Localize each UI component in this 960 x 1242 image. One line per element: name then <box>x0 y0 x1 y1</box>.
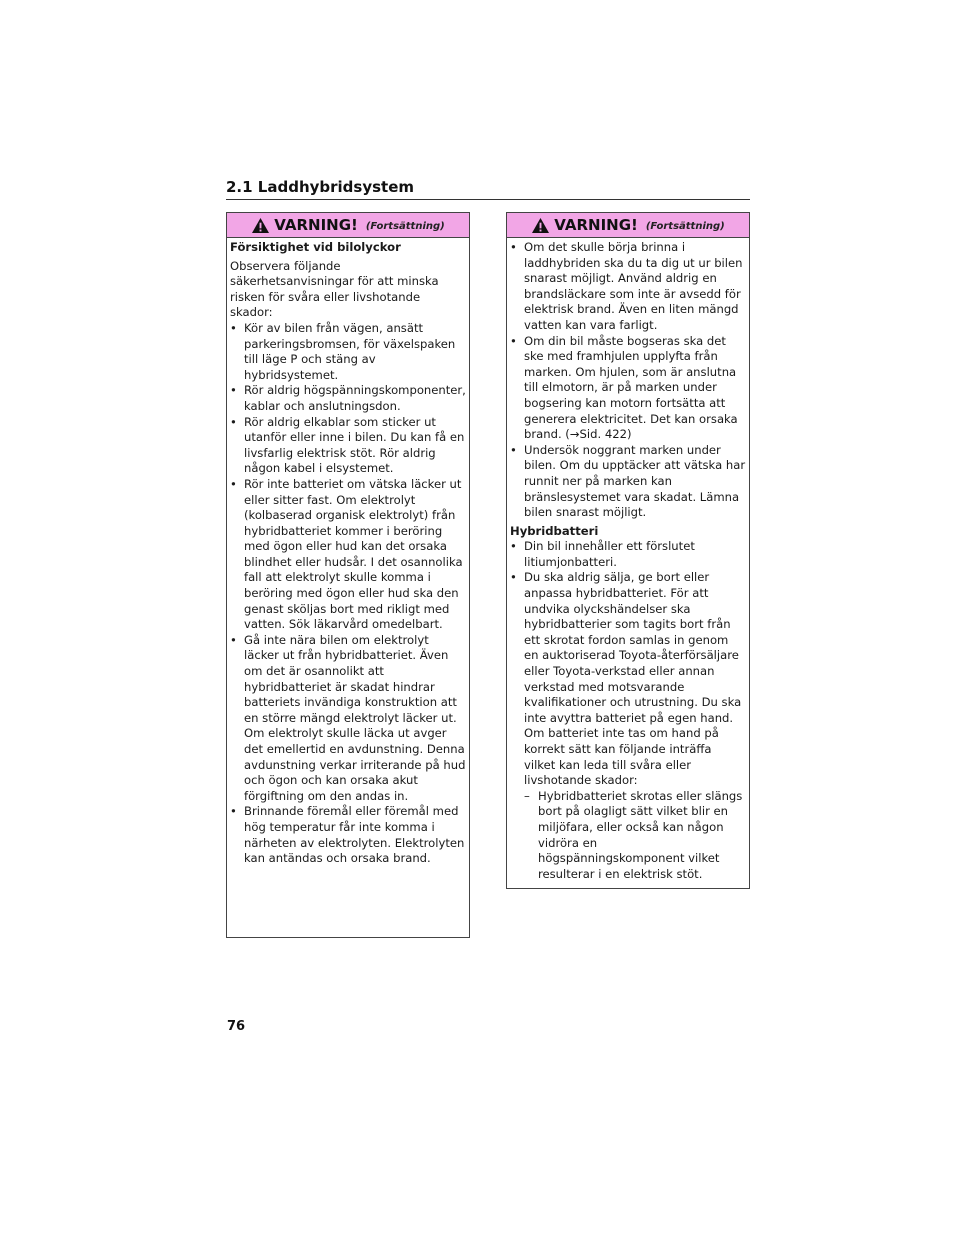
list-item: • Rör inte batteriet om vätska läcker ut eller sitter fast. Om elektrolyt (kolbaserad organisk elektrolyt) från hybridbatteriet kommer i beröring med ögon eller hud kan det orsaka blindhet eller hudsår. I det osannolika fall att elektrolyt skulle komma i beröring med ögon eller hud ska den genast sköljas bort med rikligt med vatten. Sök läkarvård omedelbart. <box>230 476 463 632</box>
warning-icon <box>531 217 550 234</box>
warning-header <box>227 213 469 238</box>
warning-continued: (Fortsättning) <box>645 221 725 232</box>
heading-accident: Försiktighet vid bilolyckor <box>230 240 401 254</box>
list-item: • Rör aldrig elkablar som sticker ut utanför eller inne i bilen. Du kan få en livsfarlig elektrisk stöt. Rör aldrig någon kabel i elsystemet. <box>230 414 465 476</box>
list-item: • Du ska aldrig sälja, ge bort eller anpassa hybridbatteriet. För att undvika olyckshändelser ska hybridbatterier som tagits bort från ett skrotat fordon samlas in genom en auktoriserad Toyota-återförsäljare eller Toyota-verkstad eller annan verkstad med motsvarande kvalifikationer och utrustning. Du ska inte avyttra batteriet på egen hand. Om batteriet inte tas om hand på korrekt sätt kan följande inträffa vilket kan leda till svåra eller livshotande skador: <box>510 570 742 788</box>
list-item: • Din bil innehåller ett förslutet litiumjonbatteri. <box>510 539 695 569</box>
warning-header <box>507 213 749 238</box>
list-item: • Om det skulle börja brinna i laddhybriden ska du ta dig ut ur bilen snarast möjligt. Använd aldrig en brandsläckare som inte är avsedd för elektrisk brand. Även en liten mängd vatten kan vara farligt. <box>510 240 743 332</box>
bullet-list <box>510 240 746 521</box>
dash-marker: – <box>524 788 530 803</box>
warning-continued: (Fortsättning) <box>365 221 445 232</box>
list-item: • Om din bil måste bogseras ska det ske med framhjulen upplyfta från marken. Om hjulen, som är anslutna till elmotorn, är på marken under bogsering kan motorn fortsätta att generera elektricitet. Det kan orsaka brand. (→Sid. 422) <box>510 333 738 442</box>
list-item: • Kör av bilen från vägen, ansätt parkeringsbromsen, för växelspaken till läge P och stäng av hybridsystemet. <box>230 320 456 382</box>
bullet-list <box>230 321 466 867</box>
page-number: 76 <box>227 1019 246 1034</box>
list-item: • Brinnande föremål eller föremål med hög temperatur får inte komma i närheten av elektrolyten. Elektrolyten kan antändas och orsaka brand. <box>230 804 465 866</box>
warning-title: VARNING! <box>554 216 638 234</box>
list-item: • Gå inte nära bilen om elektrolyt läcker ut från hybridbatteriet. Även om det är osannolikt att hybridbatteriet är skadat hindrar batteriets invändiga konstruktion att en större mängd elektrolyt läcker ut. Om elektrolyt skulle läcka ut avger det emellertid en avdunstning. Denna avdunstning verkar irriterande på hud och ögon och kan orsaka akut förgiftning om den andas in. <box>230 632 466 803</box>
warning-title: VARNING! <box>274 216 358 234</box>
sub-list <box>510 789 746 883</box>
warning-body <box>507 238 749 882</box>
section-title: 2.1 Laddhybridsystem <box>226 178 750 200</box>
intro-paragraph: Observera följande säkerhetsanvisningar för att minska risken för svåra eller livshotande skador: <box>230 258 439 320</box>
bullet-list <box>510 539 746 789</box>
dash-item: – Hybridbatteriet skrotas eller slängs bort på olagligt sätt vilket blir en miljöfara, eller också kan någon vidröra en högspänningskomponent vilket resulterar i en elektrisk stöt. <box>524 788 743 881</box>
warning-box-left <box>226 212 470 938</box>
heading-hybrid-battery: Hybridbatteri <box>510 523 599 538</box>
list-item: • Rör aldrig högspänningskomponenter, kablar och anslutningsdon. <box>230 383 466 413</box>
warning-icon <box>251 217 270 234</box>
warning-box-right <box>506 212 750 889</box>
warning-body <box>227 238 469 867</box>
list-item: • Undersök noggrant marken under bilen. Om du upptäcker att vätska har runnit ner på marken kan bränslesystemet vara skadat. Lämna bilen snarast möjligt. <box>510 442 746 520</box>
